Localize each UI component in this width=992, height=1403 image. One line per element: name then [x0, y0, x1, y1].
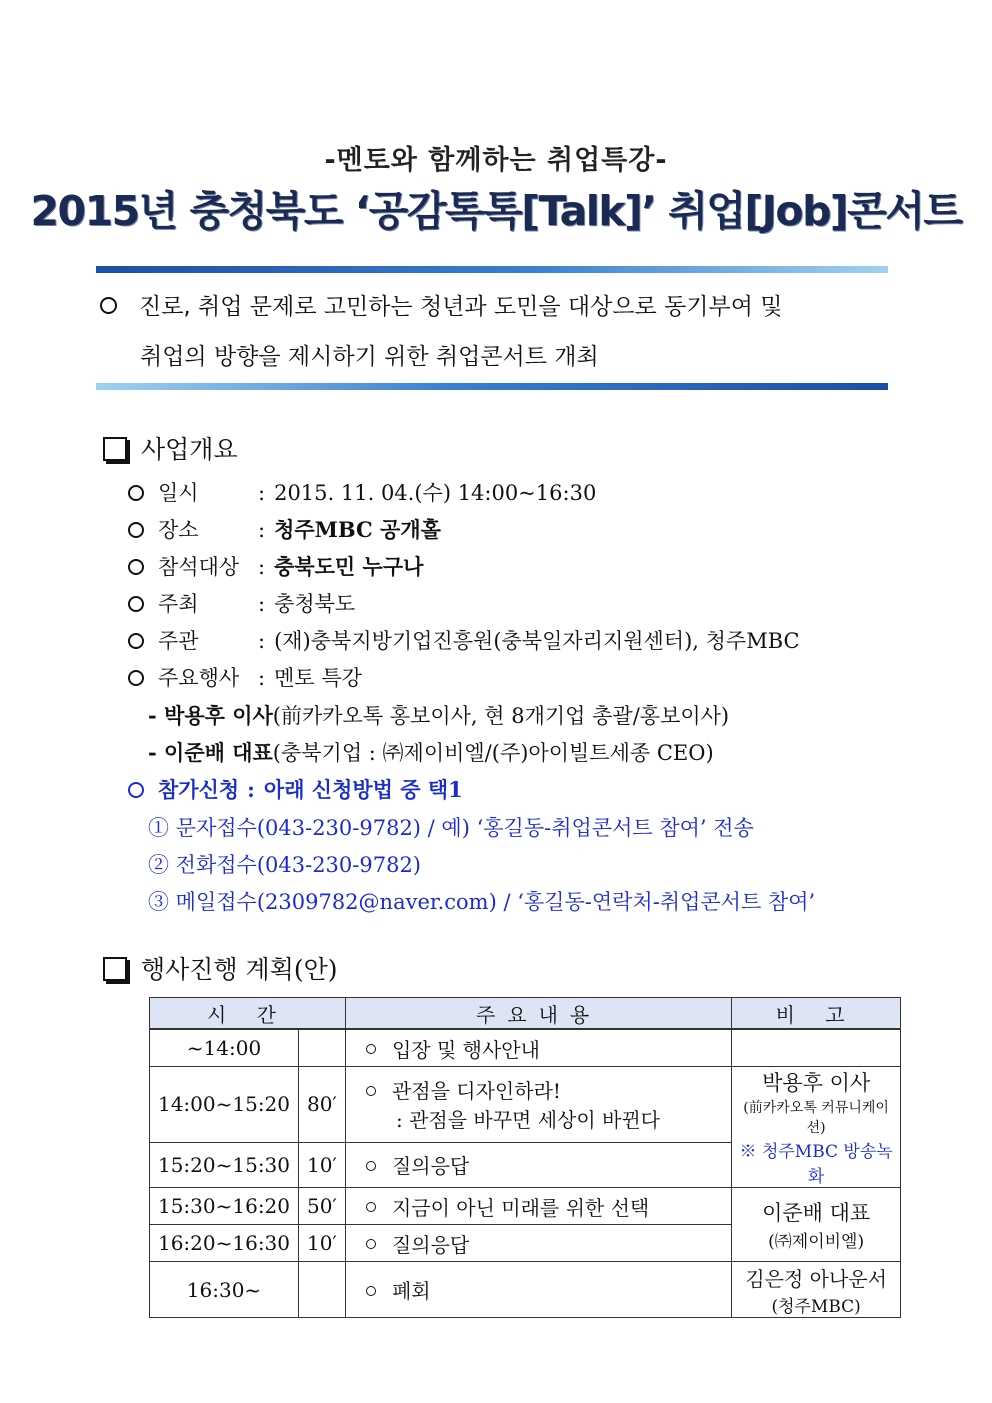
bullet-circle-icon	[366, 1202, 376, 1212]
section-plan-heading: 행사진행 계획(안)	[103, 950, 338, 986]
overview-item-host: 주최 : 충청북도	[128, 588, 355, 618]
row-note-empty	[732, 1029, 901, 1067]
bullet-circle-icon	[128, 559, 144, 575]
row-content: 관점을 디자인하라! : 관점을 바꾸면 세상이 바뀐다	[345, 1067, 731, 1143]
row-duration: 10′	[298, 1225, 345, 1262]
overview-item-date: 일시 : 2015. 11. 04.(수) 14:00~16:30	[128, 477, 596, 507]
bullet-circle-icon	[128, 522, 144, 538]
row-time: 15:20~15:30	[150, 1142, 299, 1187]
application-heading: 참가신청 : 아래 신청방법 중 택1	[128, 774, 463, 804]
bullet-circle-icon	[366, 1086, 376, 1096]
intro-line-1: 진로, 취업 문제로 고민하는 청년과 도민을 대상으로 동기부여 및	[100, 288, 900, 321]
row-time: ~14:00	[150, 1029, 299, 1067]
mentor-item: - 박용후 이사(前카카오톡 홍보이사, 현 8개기업 총괄/홍보이사)	[148, 703, 730, 728]
row-duration: 50′	[298, 1188, 345, 1225]
overview-item-main-event: 주요행사 : 멘토 특강	[128, 662, 362, 692]
bullet-circle-icon	[128, 596, 144, 612]
bullet-circle-icon	[128, 782, 144, 798]
row-duration: 10′	[298, 1142, 345, 1187]
row-content: 입장 및 행사안내	[345, 1029, 731, 1067]
checkbox-square-icon	[103, 957, 127, 981]
bullet-circle-icon	[128, 633, 144, 649]
bullet-circle-icon	[128, 485, 144, 501]
row-duration	[298, 1262, 345, 1318]
section-overview-heading: 사업개요	[103, 430, 238, 466]
row-note-speaker-1: 박용후 이사 (前카카오톡 커뮤니케이션) ※ 청주MBC 방송녹화	[732, 1067, 901, 1188]
header-content: 주요내용	[345, 998, 731, 1030]
row-time: 16:30~	[150, 1262, 299, 1318]
application-method-phone: ② 전화접수(043-230-9782)	[148, 853, 422, 877]
bullet-circle-icon	[366, 1161, 376, 1171]
header-time: 시 간	[150, 998, 346, 1030]
row-note-speaker-2: 이준배 대표 (㈜제이비엘)	[732, 1188, 901, 1262]
page-subtitle: -멘토와 함께하는 취업특강-	[324, 145, 668, 176]
overview-item-place: 장소 : 청주MBC 공개홀	[128, 514, 441, 544]
application-method-sms: ① 문자접수(043-230-9782) / 예) ‘홍길동-취업콘서트 참여’ 전송	[148, 816, 754, 840]
schedule-table	[149, 997, 901, 1318]
bullet-circle-icon	[366, 1239, 376, 1249]
overview-item-organizer: 주관 : (재)충북지방기업진흥원(충북일자리지원센터), 청주MBC	[128, 625, 800, 655]
row-duration: 80′	[298, 1067, 345, 1143]
page-title: 2015년 충청북도 ‘공감톡톡[Talk]’ 취업[Job]콘서트	[30, 187, 962, 235]
row-time: 14:00~15:20	[150, 1067, 299, 1143]
table-row	[150, 1262, 901, 1318]
row-note-host: 김은정 아나운서 (청주MBC)	[732, 1262, 901, 1318]
row-content: 질의응답	[345, 1225, 731, 1262]
table-row	[150, 1029, 901, 1067]
application-method-email: ③ 메일접수(2309782@naver.com) / ‘홍길동-연락처-취업콘서트 참여’	[148, 890, 816, 914]
row-time: 15:30~16:20	[150, 1188, 299, 1225]
bullet-circle-icon	[366, 1044, 376, 1054]
row-content: 지금이 아닌 미래를 위한 선택	[345, 1188, 731, 1225]
row-time: 16:20~16:30	[150, 1225, 299, 1262]
row-content: 질의응답	[345, 1142, 731, 1187]
intro-line-2: 취업의 방향을 제시하기 위한 취업콘서트 개최	[140, 344, 599, 370]
table-row	[150, 1067, 901, 1143]
table-row	[150, 1188, 901, 1225]
row-content: 폐회	[345, 1262, 731, 1318]
top-divider	[96, 266, 888, 273]
mentor-item: - 이준배 대표(충북기업 : ㈜제이비엘/(주)아이빌트세종 CEO)	[148, 740, 714, 765]
checkbox-square-icon	[103, 437, 127, 461]
row-duration	[298, 1029, 345, 1067]
bullet-circle-icon	[128, 670, 144, 686]
bottom-divider	[96, 383, 888, 390]
bullet-circle-icon	[366, 1286, 376, 1296]
header-note: 비 고	[732, 998, 901, 1030]
bullet-circle-icon	[100, 297, 117, 314]
overview-item-audience: 참석대상 : 충북도민 누구나	[128, 551, 423, 581]
table-header-row	[150, 998, 901, 1030]
